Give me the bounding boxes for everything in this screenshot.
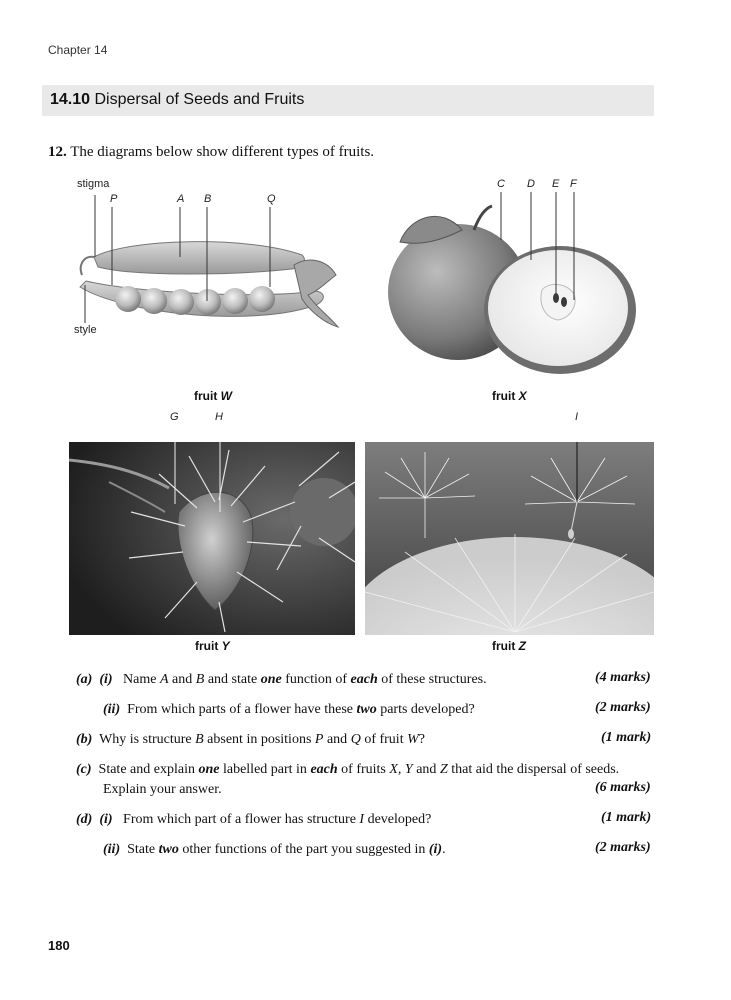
part-d-ii: (ii) State two other functions of the part you suggested in (i).	[103, 842, 446, 857]
fruit-w-image	[66, 195, 366, 345]
marks-b: (1 mark)	[601, 730, 652, 745]
label-a: A	[177, 193, 185, 205]
fruit-y-image	[69, 442, 355, 635]
part-c-line2: Explain your answer.	[103, 782, 222, 797]
part-a-i: (a) (i) Name A and B and state one function of each of these structures.	[76, 672, 487, 687]
part-a-ii: (ii) From which parts of a flower have these two parts developed?	[103, 702, 475, 717]
section-title	[50, 91, 304, 109]
caption-fruit-z: fruit Z	[492, 639, 527, 653]
marks-a-i: (4 marks)	[595, 670, 651, 685]
label-style: style	[74, 324, 97, 336]
question-intro	[48, 144, 374, 161]
label-c: C	[497, 178, 505, 190]
label-f: F	[570, 178, 577, 190]
question-text: The diagrams below show different types of fruits.	[70, 144, 375, 160]
marks-d-i: (1 mark)	[601, 810, 652, 825]
fruit-z-image	[365, 442, 654, 635]
caption-fruit-w: fruit W	[194, 389, 232, 403]
label-i: I	[575, 411, 579, 423]
chapter-header: Chapter 14	[48, 43, 108, 57]
fruit-x-image	[370, 190, 655, 380]
caption-fruit-x: fruit X	[492, 389, 527, 403]
question-number: 12.	[48, 144, 67, 160]
section-number: 14.10	[50, 91, 91, 108]
label-d: D	[527, 178, 535, 190]
marks-a-ii: (2 marks)	[595, 700, 651, 715]
part-b: (b) Why is structure B absent in positions P and Q of fruit W?	[76, 732, 425, 747]
page-number: 180	[48, 938, 70, 953]
label-stigma: stigma	[77, 178, 110, 190]
caption-fruit-y: fruit Y	[195, 639, 230, 653]
label-e: E	[552, 178, 560, 190]
label-p: P	[110, 193, 118, 205]
marks-c: (6 marks)	[595, 780, 651, 795]
part-c: (c) State and explain one labelled part in each of fruits X, Y and Z that aid the dispersal of seeds.	[76, 762, 620, 777]
label-h: H	[215, 411, 223, 423]
section-name: Dispersal of Seeds and Fruits	[94, 91, 305, 108]
label-q: Q	[267, 193, 276, 205]
label-g: G	[170, 411, 179, 423]
marks-d-ii: (2 marks)	[595, 840, 651, 855]
label-b: B	[204, 193, 212, 205]
part-d-i: (d) (i) From which part of a flower has structure I developed?	[76, 812, 432, 827]
